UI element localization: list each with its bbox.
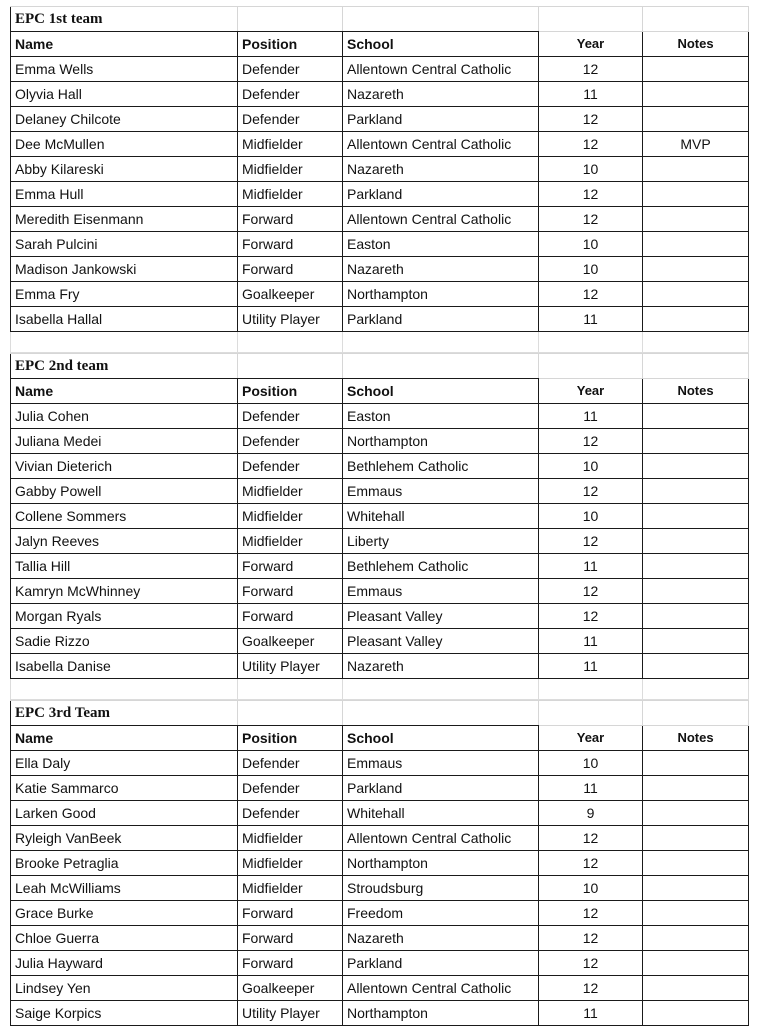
cell-position: Defender (238, 801, 343, 826)
table-row (11, 232, 749, 257)
cell-notes (643, 826, 749, 851)
cell-notes (643, 951, 749, 976)
cell-notes (643, 851, 749, 876)
team-table (10, 700, 749, 1026)
cell-name: Emma Hull (11, 182, 238, 207)
cell-name: Jalyn Reeves (11, 529, 238, 554)
cell-school: Emmaus (343, 479, 539, 504)
cell-year: 12 (539, 57, 643, 82)
table-row (11, 107, 749, 132)
cell-position: Midfielder (238, 157, 343, 182)
cell-school: Parkland (343, 951, 539, 976)
table-row (11, 454, 749, 479)
cell-school: Nazareth (343, 157, 539, 182)
cell-position: Forward (238, 207, 343, 232)
cell-name: Olyvia Hall (11, 82, 238, 107)
table-row (11, 876, 749, 901)
empty-cell (643, 701, 749, 726)
empty-cell (238, 332, 343, 353)
cell-notes (643, 429, 749, 454)
cell-notes (643, 629, 749, 654)
cell-name: Madison Jankowski (11, 257, 238, 282)
cell-year: 12 (539, 951, 643, 976)
cell-school: Bethlehem Catholic (343, 454, 539, 479)
cell-school: Northampton (343, 282, 539, 307)
column-header-name: Name (11, 726, 238, 751)
cell-school: Whitehall (343, 801, 539, 826)
cell-year: 11 (539, 654, 643, 679)
table-row (11, 429, 749, 454)
cell-position: Goalkeeper (238, 976, 343, 1001)
cell-school: Parkland (343, 307, 539, 332)
spacer-row (11, 679, 749, 700)
table-row (11, 57, 749, 82)
cell-school: Northampton (343, 429, 539, 454)
cell-position: Midfielder (238, 479, 343, 504)
cell-notes (643, 876, 749, 901)
cell-name: Morgan Ryals (11, 604, 238, 629)
column-header-name: Name (11, 32, 238, 57)
empty-cell (11, 332, 238, 353)
cell-notes (643, 404, 749, 429)
cell-year: 10 (539, 454, 643, 479)
table-row (11, 257, 749, 282)
table-row (11, 901, 749, 926)
table-row (11, 926, 749, 951)
cell-position: Forward (238, 579, 343, 604)
cell-position: Utility Player (238, 654, 343, 679)
cell-notes (643, 504, 749, 529)
cell-position: Midfielder (238, 826, 343, 851)
cell-position: Midfielder (238, 132, 343, 157)
column-header-year: Year (539, 32, 643, 57)
cell-school: Pleasant Valley (343, 604, 539, 629)
team-title-row (11, 701, 749, 726)
cell-notes (643, 182, 749, 207)
column-header-school: School (343, 726, 539, 751)
empty-cell (643, 332, 749, 353)
column-header-position: Position (238, 379, 343, 404)
cell-position: Goalkeeper (238, 282, 343, 307)
cell-school: Liberty (343, 529, 539, 554)
cell-notes (643, 1001, 749, 1026)
cell-name: Gabby Powell (11, 479, 238, 504)
cell-name: Julia Hayward (11, 951, 238, 976)
cell-year: 12 (539, 479, 643, 504)
cell-notes (643, 926, 749, 951)
cell-name: Isabella Danise (11, 654, 238, 679)
header-row (11, 32, 749, 57)
cell-position: Midfielder (238, 876, 343, 901)
cell-year: 11 (539, 404, 643, 429)
cell-name: Vivian Dieterich (11, 454, 238, 479)
cell-position: Forward (238, 232, 343, 257)
table-row (11, 604, 749, 629)
cell-notes (643, 579, 749, 604)
cell-notes (643, 604, 749, 629)
cell-notes (643, 479, 749, 504)
empty-cell (343, 7, 539, 32)
cell-year: 12 (539, 976, 643, 1001)
cell-name: Katie Sammarco (11, 776, 238, 801)
column-header-school: School (343, 32, 539, 57)
column-header-notes: Notes (643, 726, 749, 751)
cell-year: 12 (539, 926, 643, 951)
cell-position: Defender (238, 751, 343, 776)
cell-name: Isabella Hallal (11, 307, 238, 332)
cell-name: Emma Fry (11, 282, 238, 307)
cell-name: Kamryn McWhinney (11, 579, 238, 604)
cell-position: Forward (238, 554, 343, 579)
cell-position: Defender (238, 107, 343, 132)
spreadsheet (10, 6, 748, 1026)
table-row (11, 976, 749, 1001)
header-row (11, 379, 749, 404)
cell-notes (643, 82, 749, 107)
cell-year: 12 (539, 429, 643, 454)
cell-school: Freedom (343, 901, 539, 926)
cell-year: 11 (539, 776, 643, 801)
cell-position: Midfielder (238, 529, 343, 554)
cell-year: 12 (539, 529, 643, 554)
empty-cell (343, 701, 539, 726)
empty-cell (539, 354, 643, 379)
cell-year: 11 (539, 307, 643, 332)
cell-notes (643, 976, 749, 1001)
table-row (11, 307, 749, 332)
table-row (11, 776, 749, 801)
table-row (11, 157, 749, 182)
team-title: EPC 3rd Team (11, 701, 238, 726)
cell-notes (643, 654, 749, 679)
cell-school: Northampton (343, 1001, 539, 1026)
cell-year: 12 (539, 901, 643, 926)
cell-notes (643, 282, 749, 307)
cell-position: Midfielder (238, 182, 343, 207)
empty-cell (238, 701, 343, 726)
cell-notes (643, 901, 749, 926)
cell-year: 12 (539, 182, 643, 207)
team-table (10, 353, 749, 700)
cell-school: Emmaus (343, 751, 539, 776)
cell-year: 10 (539, 751, 643, 776)
cell-year: 12 (539, 107, 643, 132)
cell-position: Forward (238, 257, 343, 282)
cell-position: Utility Player (238, 1001, 343, 1026)
cell-name: Juliana Medei (11, 429, 238, 454)
cell-school: Parkland (343, 107, 539, 132)
empty-cell (11, 679, 238, 700)
cell-notes (643, 207, 749, 232)
table-row (11, 504, 749, 529)
cell-year: 12 (539, 579, 643, 604)
cell-school: Easton (343, 232, 539, 257)
cell-school: Whitehall (343, 504, 539, 529)
table-row (11, 851, 749, 876)
cell-name: Leah McWilliams (11, 876, 238, 901)
team-title-row (11, 354, 749, 379)
empty-cell (238, 354, 343, 379)
cell-position: Forward (238, 604, 343, 629)
table-row (11, 132, 749, 157)
column-header-school: School (343, 379, 539, 404)
cell-notes (643, 554, 749, 579)
cell-name: Saige Korpics (11, 1001, 238, 1026)
table-row (11, 629, 749, 654)
team-title: EPC 1st team (11, 7, 238, 32)
cell-school: Nazareth (343, 654, 539, 679)
table-row (11, 479, 749, 504)
cell-year: 11 (539, 1001, 643, 1026)
column-header-notes: Notes (643, 32, 749, 57)
empty-cell (643, 354, 749, 379)
cell-position: Forward (238, 926, 343, 951)
cell-year: 12 (539, 207, 643, 232)
cell-position: Defender (238, 429, 343, 454)
cell-school: Allentown Central Catholic (343, 976, 539, 1001)
column-header-position: Position (238, 32, 343, 57)
column-header-name: Name (11, 379, 238, 404)
cell-school: Northampton (343, 851, 539, 876)
cell-position: Defender (238, 82, 343, 107)
cell-name: Sarah Pulcini (11, 232, 238, 257)
cell-year: 12 (539, 604, 643, 629)
empty-cell (238, 679, 343, 700)
cell-name: Sadie Rizzo (11, 629, 238, 654)
header-row (11, 726, 749, 751)
cell-school: Easton (343, 404, 539, 429)
cell-notes (643, 776, 749, 801)
cell-name: Grace Burke (11, 901, 238, 926)
table-row (11, 1001, 749, 1026)
cell-year: 12 (539, 132, 643, 157)
cell-year: 10 (539, 257, 643, 282)
cell-name: Ryleigh VanBeek (11, 826, 238, 851)
empty-cell (343, 354, 539, 379)
cell-name: Brooke Petraglia (11, 851, 238, 876)
table-row (11, 751, 749, 776)
empty-cell (643, 7, 749, 32)
cell-year: 9 (539, 801, 643, 826)
table-row (11, 182, 749, 207)
cell-position: Goalkeeper (238, 629, 343, 654)
cell-name: Ella Daly (11, 751, 238, 776)
table-row (11, 82, 749, 107)
table-row (11, 951, 749, 976)
cell-notes (643, 232, 749, 257)
cell-school: Nazareth (343, 926, 539, 951)
cell-position: Defender (238, 404, 343, 429)
cell-year: 11 (539, 82, 643, 107)
empty-cell (539, 679, 643, 700)
table-row (11, 654, 749, 679)
column-header-year: Year (539, 726, 643, 751)
cell-position: Forward (238, 951, 343, 976)
team-title: EPC 2nd team (11, 354, 238, 379)
spacer-row (11, 332, 749, 353)
cell-year: 10 (539, 876, 643, 901)
empty-cell (539, 332, 643, 353)
cell-year: 10 (539, 504, 643, 529)
cell-name: Julia Cohen (11, 404, 238, 429)
cell-name: Tallia Hill (11, 554, 238, 579)
cell-position: Midfielder (238, 851, 343, 876)
empty-cell (343, 679, 539, 700)
empty-cell (539, 701, 643, 726)
cell-position: Defender (238, 57, 343, 82)
table-row (11, 282, 749, 307)
cell-notes (643, 454, 749, 479)
team-title-row (11, 7, 749, 32)
table-row (11, 801, 749, 826)
cell-school: Allentown Central Catholic (343, 826, 539, 851)
cell-year: 11 (539, 629, 643, 654)
empty-cell (643, 679, 749, 700)
cell-notes (643, 107, 749, 132)
table-row (11, 207, 749, 232)
cell-school: Stroudsburg (343, 876, 539, 901)
cell-notes (643, 801, 749, 826)
cell-year: 10 (539, 157, 643, 182)
column-header-year: Year (539, 379, 643, 404)
cell-name: Meredith Eisenmann (11, 207, 238, 232)
empty-cell (343, 332, 539, 353)
cell-year: 12 (539, 826, 643, 851)
cell-position: Midfielder (238, 504, 343, 529)
team-table (10, 6, 749, 353)
table-row (11, 529, 749, 554)
cell-school: Pleasant Valley (343, 629, 539, 654)
cell-name: Abby Kilareski (11, 157, 238, 182)
cell-year: 10 (539, 232, 643, 257)
cell-year: 12 (539, 851, 643, 876)
empty-cell (238, 7, 343, 32)
cell-notes (643, 257, 749, 282)
table-row (11, 826, 749, 851)
cell-notes (643, 751, 749, 776)
cell-position: Utility Player (238, 307, 343, 332)
cell-name: Larken Good (11, 801, 238, 826)
cell-school: Nazareth (343, 257, 539, 282)
cell-name: Emma Wells (11, 57, 238, 82)
cell-notes (643, 529, 749, 554)
table-row (11, 404, 749, 429)
cell-school: Parkland (343, 776, 539, 801)
table-row (11, 554, 749, 579)
cell-year: 12 (539, 282, 643, 307)
cell-name: Dee McMullen (11, 132, 238, 157)
cell-notes (643, 157, 749, 182)
cell-notes: MVP (643, 132, 749, 157)
cell-school: Nazareth (343, 82, 539, 107)
cell-name: Lindsey Yen (11, 976, 238, 1001)
column-header-position: Position (238, 726, 343, 751)
cell-notes (643, 57, 749, 82)
cell-school: Parkland (343, 182, 539, 207)
table-row (11, 579, 749, 604)
cell-position: Defender (238, 776, 343, 801)
cell-name: Delaney Chilcote (11, 107, 238, 132)
cell-name: Collene Sommers (11, 504, 238, 529)
column-header-notes: Notes (643, 379, 749, 404)
cell-school: Bethlehem Catholic (343, 554, 539, 579)
cell-notes (643, 307, 749, 332)
cell-position: Forward (238, 901, 343, 926)
cell-school: Allentown Central Catholic (343, 57, 539, 82)
cell-school: Allentown Central Catholic (343, 207, 539, 232)
cell-name: Chloe Guerra (11, 926, 238, 951)
cell-school: Allentown Central Catholic (343, 132, 539, 157)
cell-year: 11 (539, 554, 643, 579)
cell-school: Emmaus (343, 579, 539, 604)
empty-cell (539, 7, 643, 32)
cell-position: Defender (238, 454, 343, 479)
